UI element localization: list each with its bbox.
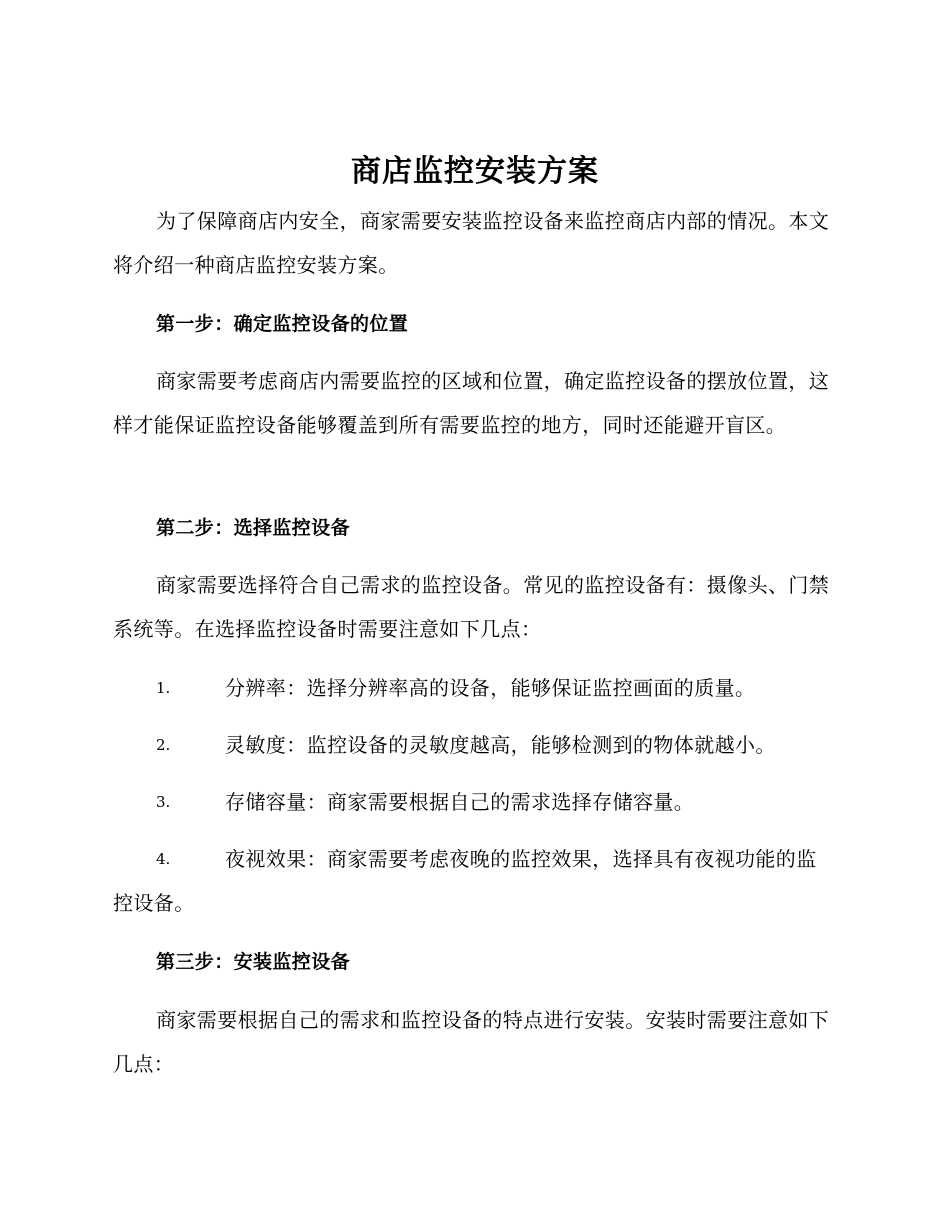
step1-heading: 第一步：确定监控设备的位置 xyxy=(156,313,409,335)
list-item-number: 1. xyxy=(156,679,171,697)
step1-paragraph: 商家需要考虑商店内需要监控的区域和位置，确定监控设备的摆放位置，这样才能保证监控设备能够覆盖到所有需要监控的地方，同时还能避开盲区。 xyxy=(113,369,830,437)
page-title: 商店监控安装方案 xyxy=(351,154,599,189)
step2-heading: 第二步：选择监控设备 xyxy=(156,517,351,539)
step2-paragraph: 商家需要选择符合自己需求的监控设备。常见的监控设备有：摄像头、门禁系统等。在选择监控设备时需要注意如下几点： xyxy=(113,573,830,641)
list-item-text: 存储容量：商家需要根据自己的需求选择存储容量。 xyxy=(225,790,695,814)
step3-paragraph: 商家需要根据自己的需求和监控设备的特点进行安装。安装时需要注意如下几点： xyxy=(113,1008,830,1076)
list-item-text: 灵敏度：监控设备的灵敏度越高，能够检测到的物体就越小。 xyxy=(225,733,776,757)
list-item-text: 分辨率：选择分辨率高的设备，能够保证监控画面的质量。 xyxy=(225,676,756,700)
list-item-number: 4. xyxy=(156,850,171,868)
list-item-number: 2. xyxy=(156,736,171,754)
intro-paragraph: 为了保障商店内安全，商家需要安装监控设备来监控商店内部的情况。本文将介绍一种商店监控安装方案。 xyxy=(113,209,830,277)
list-item-number: 3. xyxy=(156,793,171,811)
list-item-text: 夜视效果：商家需要考虑夜晚的监控效果，选择具有夜视功能的监控设备。 xyxy=(113,847,817,915)
step3-heading: 第三步：安装监控设备 xyxy=(156,951,351,973)
